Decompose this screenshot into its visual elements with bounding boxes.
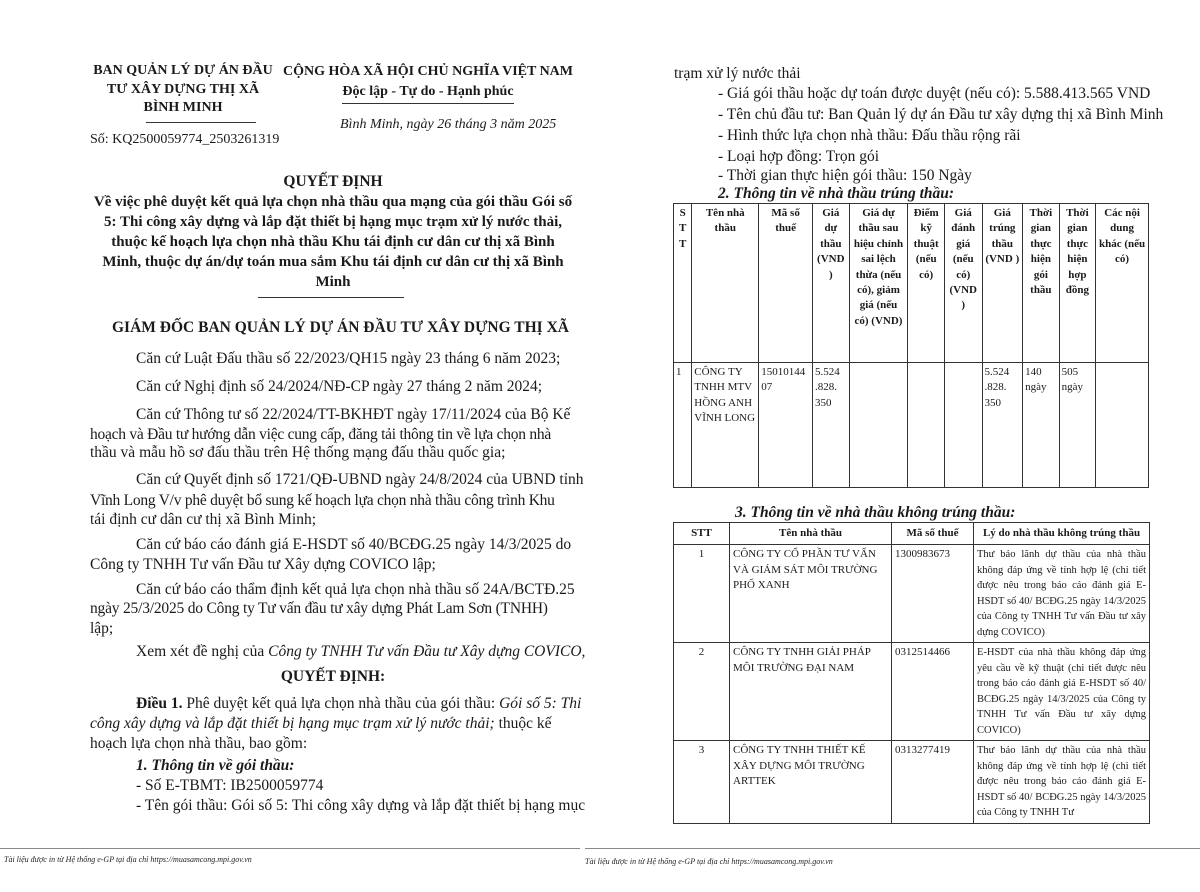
- section-2-heading: 2. Thông tin về nhà thầu trúng thầu:: [718, 185, 955, 202]
- basis-law: Căn cứ Luật Đấu thầu số 22/2023/QH15 ngày 23 tháng 6 năm 2023;: [136, 350, 561, 367]
- decision-subject: Về việc phê duyệt kết quả lựa chọn nhà thầu qua mạng của gói thầu Gói số 5: Thi công xây dựng và lắp đặt thiết bị hạng mục trạm xử lý nước thải, thuộc kế hoạch lựa chọn nhà thầu Khu tái định cư dân cư thị xã Bình Minh, thuộc dự án/dự toán mua sắm Khu tái định cư dân cư thị xã Bình Minh: [93, 194, 573, 290]
- subject-underline: [258, 297, 404, 298]
- section-1-heading: 1. Thông tin về gói thầu:: [136, 757, 295, 774]
- decision-title: QUYẾT ĐỊNH: [283, 173, 383, 190]
- article-1: Điều 1. Phê duyệt kết quả lựa chọn nhà thầu của gói thầu: Gói số 5: Thi: [136, 695, 582, 712]
- basis-decision: Căn cứ Quyết định số 1721/QĐ-UBND ngày 24/8/2024 của UBND tỉnh: [136, 471, 584, 488]
- selection-method: - Hình thức lựa chọn nhà thầu: Đấu thầu rộng rãi: [718, 127, 1021, 144]
- place-date: Bình Minh, ngày 26 tháng 3 năm 2025: [340, 117, 557, 132]
- table-row: 3 CÔNG TY TNHH THIẾT KẾ XÂY DỰNG MÔI TRƯỜNG ARTTEK 0313277419 Thư bảo lãnh dự thầu của nhà thầu không đáp ứng về tính hợp lệ (chi tiết được nêu trong báo cáo đánh giá E-HSDT số 40/ BCĐG.25 ngày 14/3/2025 của Công ty TNHH Tư: [674, 741, 1150, 824]
- basis-evaluation-report: Căn cứ báo cáo đánh giá E-HSDT số 40/BCĐG.25 ngày 14/3/2025 do: [136, 536, 572, 553]
- motto-underline: [342, 103, 514, 104]
- agency-underline: [146, 122, 256, 123]
- consider-line: Xem xét đề nghị của Công ty TNHH Tư vấn Đầu tư Xây dựng COVICO,: [136, 643, 586, 660]
- package-name-continued: trạm xử lý nước thải: [674, 65, 801, 82]
- basis-decree: Căn cứ Nghị định số 24/2024/NĐ-CP ngày 27 tháng 2 năm 2024;: [136, 378, 543, 395]
- table-row: 1 CÔNG TY TNHH MTV HỒNG ANH VĨNH LONG 1501014407 5.524 .828. 350 5.524 .828. 350 140 ngày 505 ngày: [674, 363, 1149, 488]
- tbmt-number: - Số E-TBMT: IB2500059774: [136, 777, 324, 794]
- director-heading: GIÁM ĐỐC BAN QUẢN LÝ DỰ ÁN ĐẦU TƯ XÂY DỰNG THỊ XÃ: [112, 319, 569, 336]
- basis-circular: Căn cứ Thông tư số 22/2024/TT-BKHĐT ngày 17/11/2024 của Bộ Kế: [136, 406, 571, 423]
- table-row: 1 CÔNG TY CỔ PHẦN TƯ VẤN VÀ GIÁM SÁT MÔI TRƯỜNG PHỐ XANH 1300983673 Thư bảo lãnh dự thầu của nhà thầu không đáp ứng về tính hợp lệ (chi tiết được nêu trong báo cáo đánh giá E-HSDT số 40/ BCĐG.25 ngày 14/3/2025 của Công ty TNHH Tư vấn Đầu tư xây dựng COVICO): [674, 545, 1150, 643]
- basis-appraisal-report: Căn cứ báo cáo thẩm định kết quả lựa chọn nhà thầu số 24A/BCTĐ.25: [136, 581, 575, 598]
- left-footer: Tài liệu được in từ Hệ thống e-GP tại địa chỉ https://muasamcong.mpi.gov.vn: [4, 855, 252, 864]
- agency-name: BAN QUẢN LÝ DỰ ÁN ĐẦU TƯ XÂY DỰNG THỊ XÃ BÌNH MINH: [93, 63, 273, 115]
- doc-number: Số: KQ2500059774_2503261319: [90, 132, 280, 147]
- contract-type: - Loại hợp đồng: Trọn gói: [718, 148, 880, 165]
- table-header-row: STT Tên nhà thầu Mã số thuế Lý do nhà thầu không trúng thầu: [674, 523, 1150, 545]
- left-footer-rule: [0, 848, 580, 849]
- decision-heading: QUYẾT ĐỊNH:: [280, 668, 386, 685]
- execution-time: - Thời gian thực hiện gói thầu: 150 Ngày: [718, 167, 972, 184]
- winning-bidder-table: [673, 203, 1149, 488]
- right-footer-rule: [585, 848, 1200, 849]
- package-name: - Tên gói thầu: Gói số 5: Thi công xây dựng và lắp đặt thiết bị hạng mục: [136, 797, 586, 814]
- package-price: - Giá gói thầu hoặc dự toán được duyệt (nếu có): 5.588.413.565 VND: [718, 85, 1151, 102]
- table-header-row: S T T Tên nhà thầu Mã số thuế Giá dự thầu (VND ) Giá dự thầu sau hiệu chỉnh sai lệch thừa (nếu có), giảm giá (nếu có) (VND) Điểm kỹ thuật (nếu có) Giá đánh giá (nếu có) (VND ) Giá trúng thầu (VND ) Thời gian thực hiện gói thầu Thời gian thực hiện hợp đồng Các nội dung khác (nếu có): [674, 204, 1149, 363]
- nation-header: CỘNG HÒA XÃ HỘI CHỦ NGHĨA VIỆT NAM Độc lập - Tự do - Hạnh phúc: [282, 64, 573, 99]
- right-footer: Tài liệu được in từ Hệ thống e-GP tại địa chỉ https://muasamcong.mpi.gov.vn: [585, 857, 833, 866]
- section-3-heading: 3. Thông tin về nhà thầu không trúng thầu:: [735, 504, 1016, 521]
- losing-bidders-table: [673, 522, 1150, 824]
- table-row: 2 CÔNG TY TNHH GIẢI PHÁP MÔI TRƯỜNG ĐẠI NAM 0312514466 E-HSDT của nhà thầu không đáp ứng yêu cầu về kỹ thuật (chi tiết được nêu trong báo cáo đánh giá E-HSDT số 40/ BCĐG.25 ngày 14/3/2025 của Công ty TNHH Tư vấn Đầu tư xây dựng COVICO): [674, 643, 1150, 741]
- investor: - Tên chủ đầu tư: Ban Quản lý dự án Đầu tư xây dựng thị xã Bình Minh: [718, 106, 1164, 123]
